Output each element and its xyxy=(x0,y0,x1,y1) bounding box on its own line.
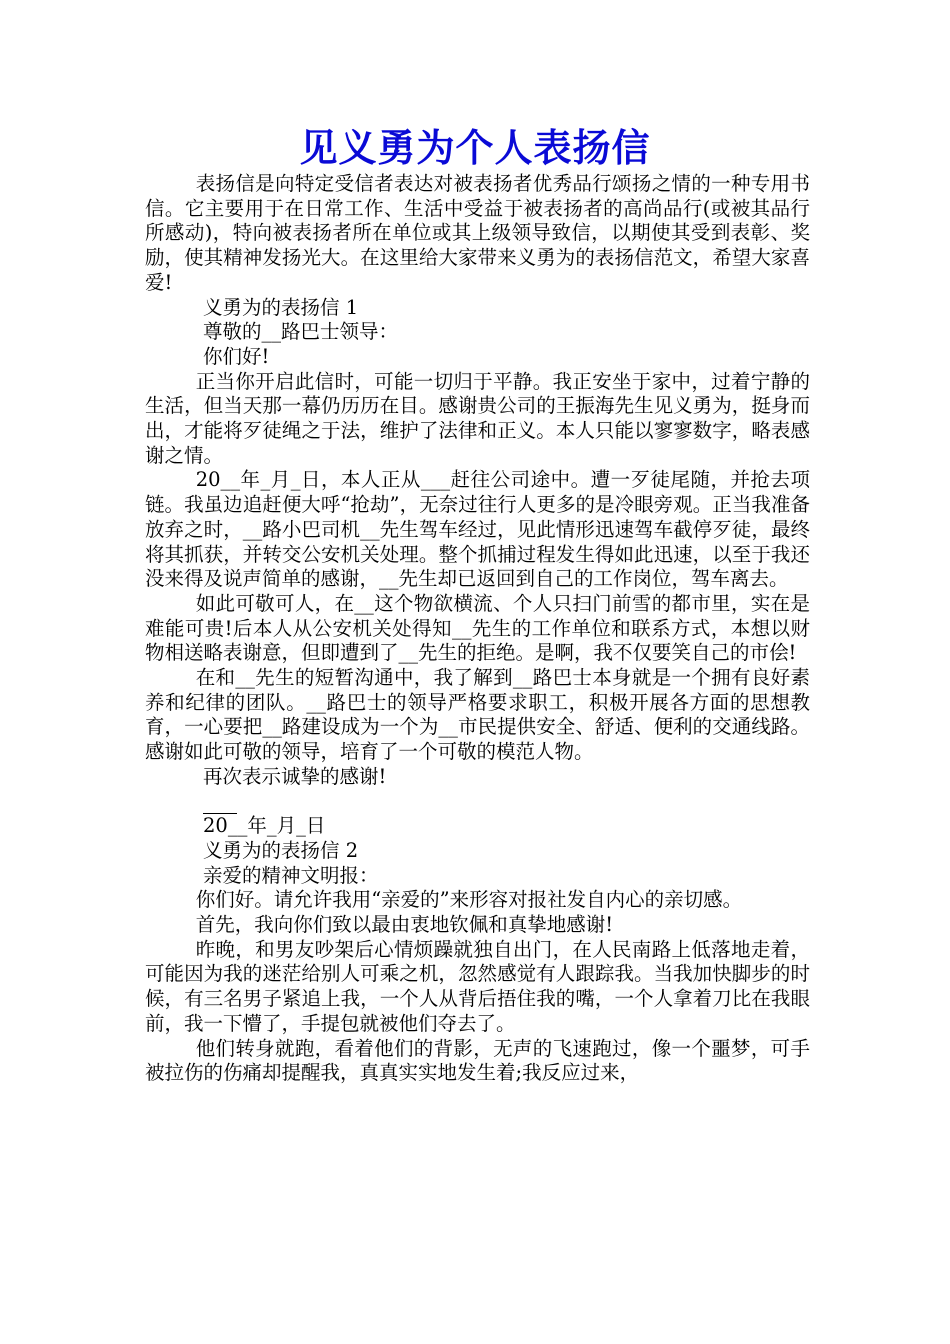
letter1-paragraph: 在和__先生的短暂沟通中，我了解到__路巴士本身就是一个拥有良好素养和纪律的团队。__路巴士的领导严格要求职工，积极开展各方面的思想教育，一心要把__路建设成为一个为__市民提供安全、舒适、便利的交通线路。感谢如此可敬的领导，培育了一个可敬的模范人物。 xyxy=(145,666,810,764)
letter1-paragraph: 如此可敬可人，在__这个物欲横流、个人只扫门前雪的都市里，实在是难能可贵!后本人从公安机关处得知__先生的工作单位和联系方式，本想以财物相送略表谢意，但即遭到了__先生的拒绝。是啊，我不仅要笑自己的市侩! xyxy=(145,591,810,665)
letter2-paragraph: 你们好。请允许我用“亲爱的”来形容对报社发自内心的亲切感。 xyxy=(195,888,743,912)
document-title: 见义勇为个人表扬信 xyxy=(299,125,651,170)
letter2-paragraph: 昨晚，和男友吵架后心情烦躁就独自出门，在人民南路上低落地走着，可能因为我的迷茫给别人可乘之机，忽然感觉有人跟踪我。当我加快脚步的时候，有三名男子紧追上我，一个人从背后捂住我的嘴，一个人拿着刀比在我眼前，我一下懵了，手提包就被他们夺去了。 xyxy=(145,937,810,1035)
letter1-greeting: 你们好! xyxy=(203,344,270,368)
intro-paragraph: 表扬信是向特定受信者表达对被表扬者优秀品行颂扬之情的一种专用书信。它主要用于在日常工作、生活中受益于被表扬者的高尚品行(或被其品行所感动)，特向被表扬者所在单位或其上级领导致信，以期使其受到表彰、奖励，使其精神发扬光大。在这里给大家带来义勇为的表扬信范文，希望大家喜爱! xyxy=(145,172,810,294)
letter1-paragraph: 正当你开启此信时，可能一切归于平静。我正安坐于家中，过着宁静的生活，但当天那一幕仍历历在目。感谢贵公司的王振海先生见义勇为，挺身而出，才能将歹徒绳之于法，维护了法律和正义。本人只能以寥寥数字，略表感谢之情。 xyxy=(145,369,810,467)
letter2-paragraph: 首先，我向你们致以最由衷地钦佩和真挚地感谢! xyxy=(195,913,614,937)
signature-underline xyxy=(203,794,237,814)
letter1-closing: 再次表示诚挚的感谢! xyxy=(203,764,387,788)
letter2-salutation: 亲爱的精神文明报： xyxy=(203,863,379,887)
document-body xyxy=(145,172,810,1086)
letter1-heading: 义勇为的表扬信 1 xyxy=(203,295,359,319)
signature-blank xyxy=(145,790,810,815)
letter1-salutation: 尊敬的__路巴士领导： xyxy=(203,320,399,344)
letter1-paragraph: 20__年_月_日，本人正从___赶往公司途中。遭一歹徒尾随，并抢去项链。我虽边追赶便大呼“抢劫”，无奈过往行人更多的是冷眼旁观。正当我准备放弃之时，__路小巴司机__先生驾车经过，见此情形迅速驾车截停歹徒，最终将其抓获，并转交公安机关处理。整个抓捕过程发生得如此迅速，以至于我还没来得及说声简单的感谢，__先生却已返回到自己的工作岗位，驾车离去。 xyxy=(145,468,810,591)
letter2-heading: 义勇为的表扬信 2 xyxy=(203,838,359,862)
letter1-date: 20__年_月_日 xyxy=(203,814,326,838)
letter2-paragraph: 他们转身就跑，看着他们的背影，无声的飞速跑过，像一个噩梦，可手被拉伤的伤痛却提醒我，真真实实地发生着;我反应过来， xyxy=(145,1036,810,1085)
